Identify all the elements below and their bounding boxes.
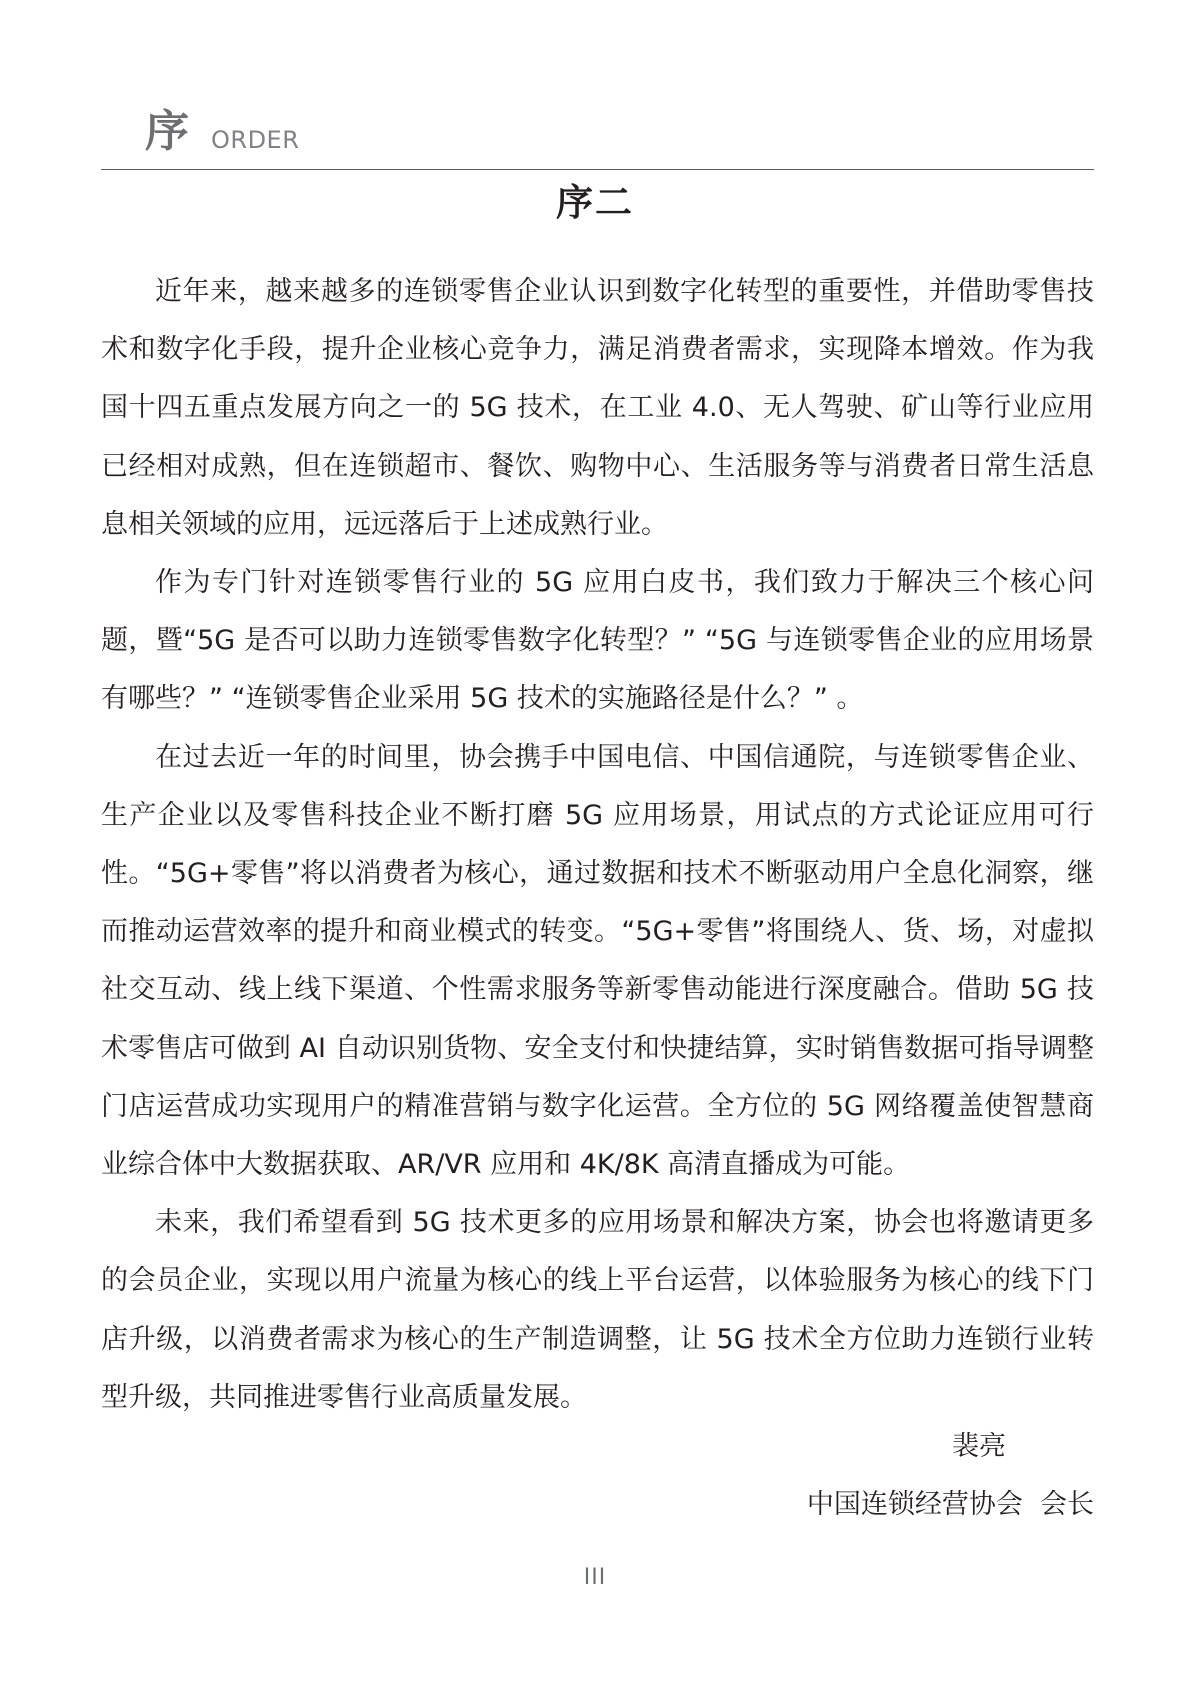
paragraph-1: 近年来，越来越多的连锁零售企业认识到数字化转型的重要性，并借助零售技术和数字化手段，提升企业核心竞争力，满足消费者需求，实现降本增效。作为我国十四五重点发展方向之一的 5G 技术，在工业 4.0、无人驾驶、矿山等行业应用已经相对成熟，但在连锁超市、餐饮、购物中心、生活服务等与消费者日常生活息息相关领域的应用，远远落后于上述成熟行业。 — [101, 276, 1094, 540]
page-number: III — [583, 1565, 607, 1590]
paragraph-4: 未来，我们希望看到 5G 技术更多的应用场景和解决方案，协会也将邀请更多的会员企业，实现以用户流量为核心的线上平台运营，以体验服务为核心的线下门店升级，以消费者需求为核心的生产制造调整，让 5G 技术全方位助力连锁行业转型升级，共同推进零售行业高质量发展。 — [101, 1207, 1094, 1413]
body-text — [101, 263, 1094, 1427]
paragraph-2: 作为专门针对连锁零售行业的 5G 应用白皮书，我们致力于解决三个核心问题，暨“5G 是否可以助力连锁零售数字化转型？” “5G 与连锁零售企业的应用场景有哪些？” “连锁零售企业采用 5G 技术的实施路径是什么？” 。 — [101, 567, 1094, 715]
header-divider — [101, 169, 1094, 170]
section-header-en: ORDER — [211, 126, 300, 154]
signature-name: 裴亮 — [952, 1431, 1006, 1462]
page-title: 序二 — [556, 181, 634, 224]
section-header — [145, 106, 300, 157]
paragraph-3: 在过去近一年的时间里，协会携手中国电信、中国信通院，与连锁零售企业、生产企业以及零售科技企业不断打磨 5G 应用场景，用试点的方式论证应用可行性。“5G+零售”将以消费者为核心，通过数据和技术不断驱动用户全息化洞察，继而推动运营效率的提升和商业模式的转变。“5G+零售”将围绕人、货、场，对虚拟社交互动、线上线下渠道、个性需求服务等新零售动能进行深度融合。借助 5G 技术零售店可做到 AI 自动识别货物、安全支付和快捷结算，实时销售数据可指导调整门店运营成功实现用户的精准营销与数字化运营。全方位的 5G 网络覆盖使智慧商业综合体中大数据获取、AR/VR 应用和 4K/8K 高清直播成为可能。 — [101, 741, 1094, 1181]
signature-title: 中国连锁经营协会 会长 — [806, 1489, 1094, 1520]
section-header-char: 序 — [145, 106, 189, 157]
signature-block — [807, 1418, 1094, 1534]
